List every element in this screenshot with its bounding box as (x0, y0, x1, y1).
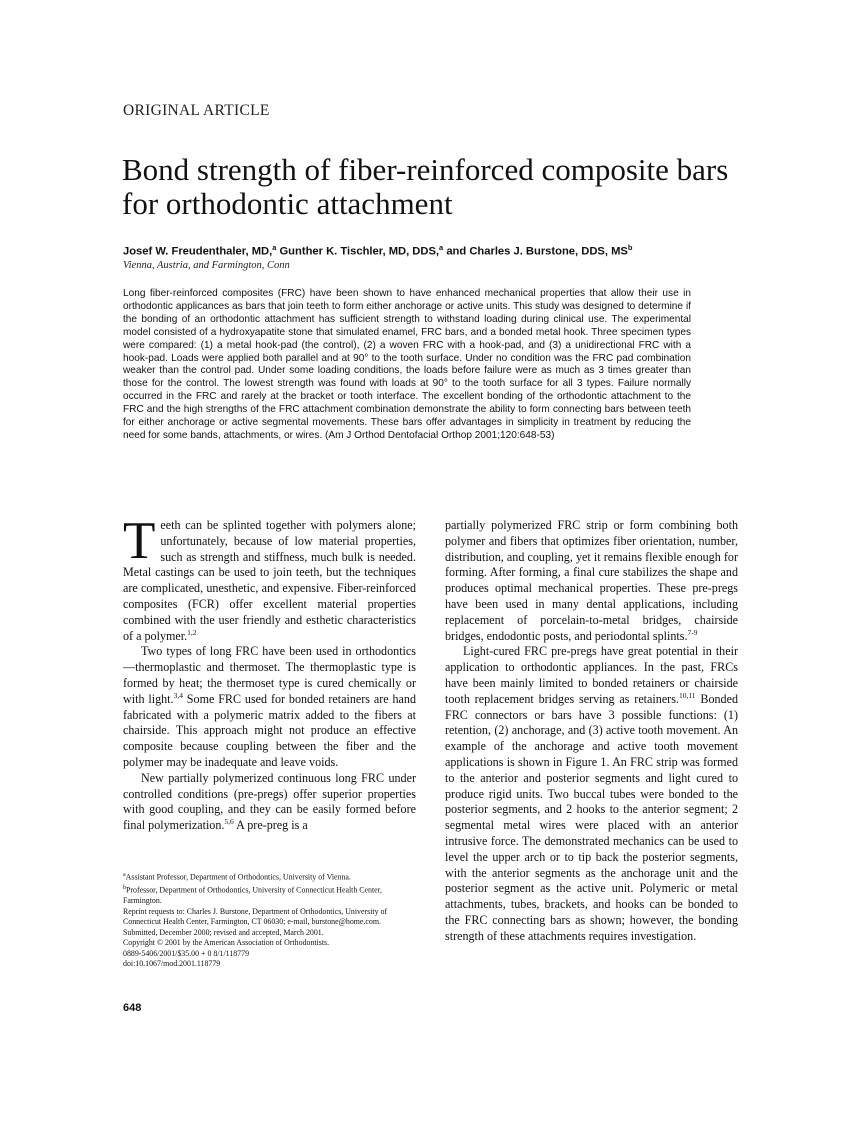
body-paragraph (123, 512, 416, 644)
body-column-left (123, 512, 416, 834)
paragraph-text: partially polymerized FRC strip or form combining both polymer and fibers that optimizes fiber orientation, number, distribution, and coupling, yet it remains flexible enough for forming. After forming, a final cure stabilizes the shape and produces optimal mechanical properties. These pre-pregs have been used in many dental applications, including replacement of porcelain-to-metal bridges, chairside bridges, endodontic posts, and periodontal splints. (445, 518, 738, 643)
paragraph-text: Light-cured FRC pre-pregs have great potential in their application to orthodontic appliances. In the past, FRCs have been mainly limited to bonded retainers or chairside tooth replacement bridges serving as retainers. (445, 644, 738, 706)
citation: 5,6 (224, 817, 234, 827)
paragraph-text: eeth can be splinted together with polymers alone; unfortunately, because of low material properties, such as strength and stiffness, much bulk is needed. Metal castings can be used to join teeth, but the techniques are complicated, unesthetic, and expensive. Fiber-reinforced composites (FCR) offer excellent material properties combined with the user friendly and esthetic characteristics of a polymer. (123, 518, 416, 643)
issn-line: 0889-5406/2001/$35.00 + 0 8/1/118779 (123, 948, 250, 958)
citation: 3,4 (173, 690, 183, 700)
copyright: Copyright © 2001 by the American Association of Orthodontists. (123, 938, 330, 948)
footnotes (123, 870, 416, 970)
abstract: Long fiber-reinforced composites (FRC) have been shown to have enhanced mechanical properties that allow their use in orthodontic applicances as bars that join teeth to form either anchorage or active units. This study was designed to determine if the bonding of an orthodontic attachment has sufficient strength to withstand loading during clinical use. The experimental model consisted of a hydroxyapatite stone that simulated enamel, FRC bars, and a bonded metal hook. Three specimen types were compared: (1) a metal hook-pad (the control), (2) a woven FRC with a hook-pad, and (3) a unidirectional FRC with a hook-pad. Loads were applied both parallel and at 90° to the tooth surface. Under no condition was the FRC pad combination weaker than the control pad. Under some loading conditions, the loads before failure were as much as 3 times greater than those for the control. The lowest strength was found with loads at 90° to the tooth surface for all 3 types. Failure normally occurred in the FRC and rarely at the bracket or tooth interface. The excellent bonding of the orthodontic attachment to the FRC and the high strengths of the FRC attachment combination demonstrate the ability to form connecting bars between teeth for either anchorage or active segmental movements. These bars offer advantages in simplicity in treatment by reducing the need for some bands, attachments, or wires. (Am J Orthod Dentofacial Orthop 2001;120:648-53) (123, 288, 691, 441)
section-label: ORIGINAL ARTICLE (123, 102, 270, 119)
citation: 7-9 (687, 627, 698, 637)
body-column-right (445, 518, 738, 945)
body-paragraph (123, 644, 416, 770)
citation: 10,11 (678, 690, 696, 700)
reprint-requests: Reprint requests to: Charles J. Burstone, Department of Orthodontics, University of Connecticut Health Center, Farmington, CT 06030; e-mail, burstone@home.com. (123, 906, 388, 927)
footnote-mark: a (123, 872, 126, 878)
article-title: Bond strength of fiber-reinforced composite bars for orthodontic attachment (122, 152, 729, 221)
footnote-b (123, 883, 416, 907)
page-number: 648 (123, 1002, 142, 1014)
author-3: and Charles J. Burstone, DDS, MS (446, 245, 628, 258)
drop-cap: T (123, 512, 156, 570)
author-1: Josef W. Freudenthaler, MD, (123, 245, 273, 258)
author-affiliation: Vienna, Austria, and Farmington, Conn (123, 260, 290, 271)
paragraph-text: New partially polymerized continuous long FRC under controlled conditions (pre-pregs) offer superior properties with good coupling, and they can be easily formed before final polymerization. (123, 770, 416, 833)
author-list (123, 243, 763, 258)
author-3-affil-mark: b (627, 243, 633, 252)
footnote-text: Professor, Department of Orthodontics, University of Connecticut Health Center, Farmington. (123, 885, 382, 906)
body-paragraph (445, 518, 738, 644)
body-paragraph (123, 771, 416, 834)
paragraph-text: Two types of long FRC have been used in orthodontics—thermoplastic and thermoset. The thermoplastic type is formed by heat; the thermoset type is cured chemically or with light. (123, 644, 416, 706)
body-paragraph (445, 644, 738, 944)
paragraph-text: A pre-preg is a (233, 818, 308, 833)
submission-dates: Submitted, December 2000; revised and accepted, March 2001. (123, 927, 324, 937)
paragraph-text: Some FRC used for bonded retainers are hand fabricated with a polymeric matrix added to the fibers at chairside. This approach might not produce an effective composite because coupling between the fiber and the polymer may be inadequate and leave voids. (123, 691, 416, 769)
author-1-affil-mark: a (272, 243, 277, 252)
citation: 1,2 (187, 627, 197, 637)
author-2: Gunther K. Tischler, MD, DDS, (279, 245, 440, 258)
footnote-a (123, 870, 416, 883)
footnote-text: Assistant Professor, Department of Orthodontics, University of Vienna. (125, 872, 351, 882)
author-2-affil-mark: a (439, 243, 444, 252)
footnote-mark: b (123, 885, 126, 892)
doi: doi:10.1067/mod.2001.118779 (123, 959, 221, 969)
paragraph-text: Bonded FRC connectors or bars have 3 possible functions: (1) retention, (2) anchorage, and (3) active tooth movement. An example of the anchorage and active tooth movement applications is shown in Figure 1. An FRC strip was formed to the anterior and posterior segments and light cured to produce rigid units. Two buccal tubes were bonded to the posterior segments, and 2 hooks to the anterior segment; 2 segmental metal wires were placed with an anterior intrusive force. The demonstrated mechanics can be used to level the upper arch or to tip back the posterior segments, with the anterior segments as the anchorage unit and the posterior segment as the active unit. Polymeric or metal attachments, tubes, brackets, and hooks can be bonded to the FRC connecting bars as shown; however, the bonding strength of these attachments requires investigation. (445, 691, 738, 943)
